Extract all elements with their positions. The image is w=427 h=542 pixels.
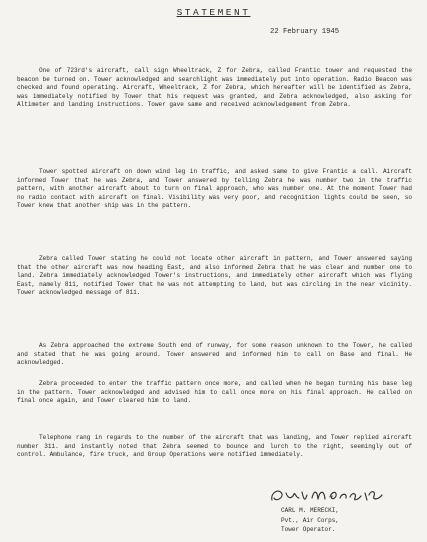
paragraph-2: Tower spotted aircraft on down wind leg in traffic, and asked same to give Frantic a call. Aircraft informed Tower that he was Zebra, and Tower answered by telling Zebra he was number two in the traffic pattern, with another aircraft about to turn on final approach, who was number one. At the moment Tower had no radio contact with aircraft on final. Visibility was very poor, and recognition lights could be seen, so Tower knew that another ship was in the pattern. [17, 168, 412, 210]
signatory-rank: Pvt., Air Corps, [281, 516, 340, 524]
paragraph-4: As Zebra approached the extreme South end of runway, for some reason unknown to the Tower, he called and stated that he was going around. Tower answered and informed him to call on Base and final. He acknowledged. [17, 342, 412, 367]
document-title: STATEMENT [176, 7, 251, 18]
paragraph-6: Telephone rang in regards to the number of the aircraft that was landing, and Tower replied aircraft number 311. and instantly noted that Zebra seemed to bounce and lurch to the right, seemingly out of control. Ambulance, fire truck, and Group Operations were notified immediately. [17, 434, 412, 459]
handwritten-signature [268, 486, 388, 506]
signatory-name: CARL M. MERECKI, [281, 507, 340, 514]
document-date: 22 February 1945 [270, 28, 340, 36]
paragraph-5: Zebra proceeded to enter the traffic pattern once more, and called when he began turning his base leg in the pattern. Tower acknowledged and advised him to call once more on his final approach. He called on final once again, and Tower cleared him to land. [17, 380, 412, 405]
paragraph-3: Zebra called Tower stating he could not locate other aircraft in pattern, and Tower answered saying that the other aircraft was now heading East, and also informed Zebra that he was clear and number one to land. Zebra immediately acknowledged Tower's instructions, and immediately other aircraft which was flying East, namely 811, notified Tower that he was not attempting to land, but was circling in the near vicinity. Tower acknowledged message of 811. [17, 255, 412, 297]
signatory-details [281, 506, 339, 535]
paragraph-1: One of 723rd's aircraft, call sign Wheeltrack, Z for Zebra, called Frantic tower and requested the beacon be turned on. Tower acknowledged and searchlight was immediately put into operation. Radio Beacon was checked and found operating. Aircraft, Wheeltrack, Z for Zebra, which hereafter will be identified as Zebra, was immediately notified by Tower that his request was granted, and Zebra acknowledged, also asking for Altimeter and landing instructions. Tower gave same and received acknowledgement from Zebra. [17, 67, 412, 109]
signatory-position: Tower Operator. [281, 526, 336, 534]
